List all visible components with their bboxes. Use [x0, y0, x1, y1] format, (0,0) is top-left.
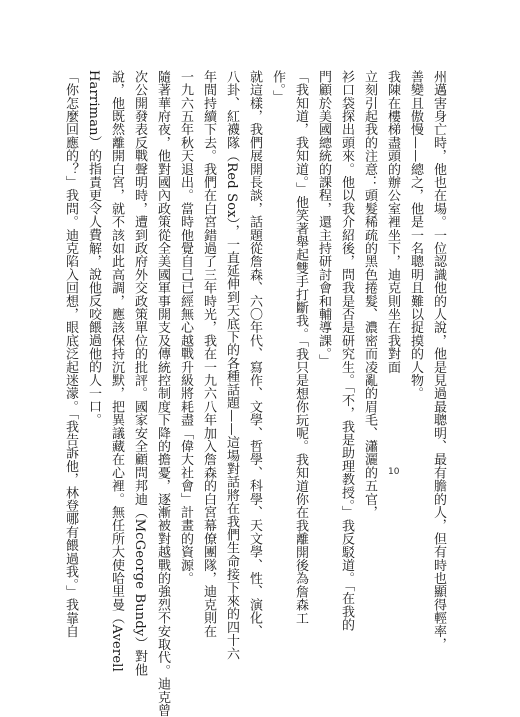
text-column: 說，他既然離開白宮，就不該如此高調，應該保持沉默，把異議藏在心裡。無任所大使哈里曼（Averell	[109, 70, 124, 672]
text-column: 八卦、紅襪隊（Red Sox），一直延伸到天底下的各種話題——這場對話將在我們生命接下來的四十六	[224, 70, 239, 661]
page-number: 10	[388, 467, 400, 477]
text-column: 作。」	[270, 70, 285, 104]
text-column: 門顧於美國總統的課程，還主持研討會和輔導課。」	[316, 70, 331, 368]
text-column: 衫口袋探出頭來。他以我介紹後，問我是否是研究生。「不，我是助理教授。」我反駁道。「在我的	[339, 70, 354, 632]
text-column: 州邁害身亡時，他也在場。一位認識他的人說，他是見過最聰明、最有膽的人，但有時也顯得輕率，	[431, 70, 446, 651]
text-column: 年間持續下去。我們在白宮錯過了三年時光，我在一九六八年加入詹森的白宮幕僚團隊，迪克則在	[201, 70, 216, 638]
text-column: 我陳在樓梯盡頭的辦公室裡坐下，迪克則坐在我對面	[385, 70, 400, 374]
text-column: 立刻引起我的注意：頭髮稀疏的黑色捲髮、濃密而凌亂的眉毛、瀟灑的五官，	[362, 70, 377, 519]
text-column: 隨著華府夜，他對國內政策從全美國軍事開支及傳統控制度下降的擔憂，逐漸被對越戰的強烈不安取代。迪克曾	[155, 70, 170, 717]
text-column: 就這樣，我們展開長談，話題從詹森、六〇年代、寫作、文學、哲學、科學、天文學、性、演化、	[247, 70, 262, 638]
text-column: 「我知道，我知道。」他笑著舉起雙手打斷我。「我只是想你玩呢。我知道你在我離開後為詹森工	[293, 70, 308, 625]
text-column: 「你怎麼回應的？」我問。迪克陷入回想，眼底泛起迷濛。「我告訴他，林登哪有餵過我。」我靠自	[63, 70, 78, 638]
text-column: 次公開發表反戰聲明時，遭到政府外交政策單位的批評。國家安全顧問邦迪（McGeorge Bundy）對他	[132, 70, 147, 677]
text-column: 善變且傲慢——總之，他是一名聰明且難以捉摸的人物。	[408, 70, 423, 400]
text-column: 一九六五年秋天退出。當時他覺自己已經無心越戰升級將耗盡「偉大社會」計畫的資源。	[178, 70, 193, 585]
text-column: Harriman）的指責更令人費解，說他反咬餵過他的人一口。	[86, 70, 101, 427]
